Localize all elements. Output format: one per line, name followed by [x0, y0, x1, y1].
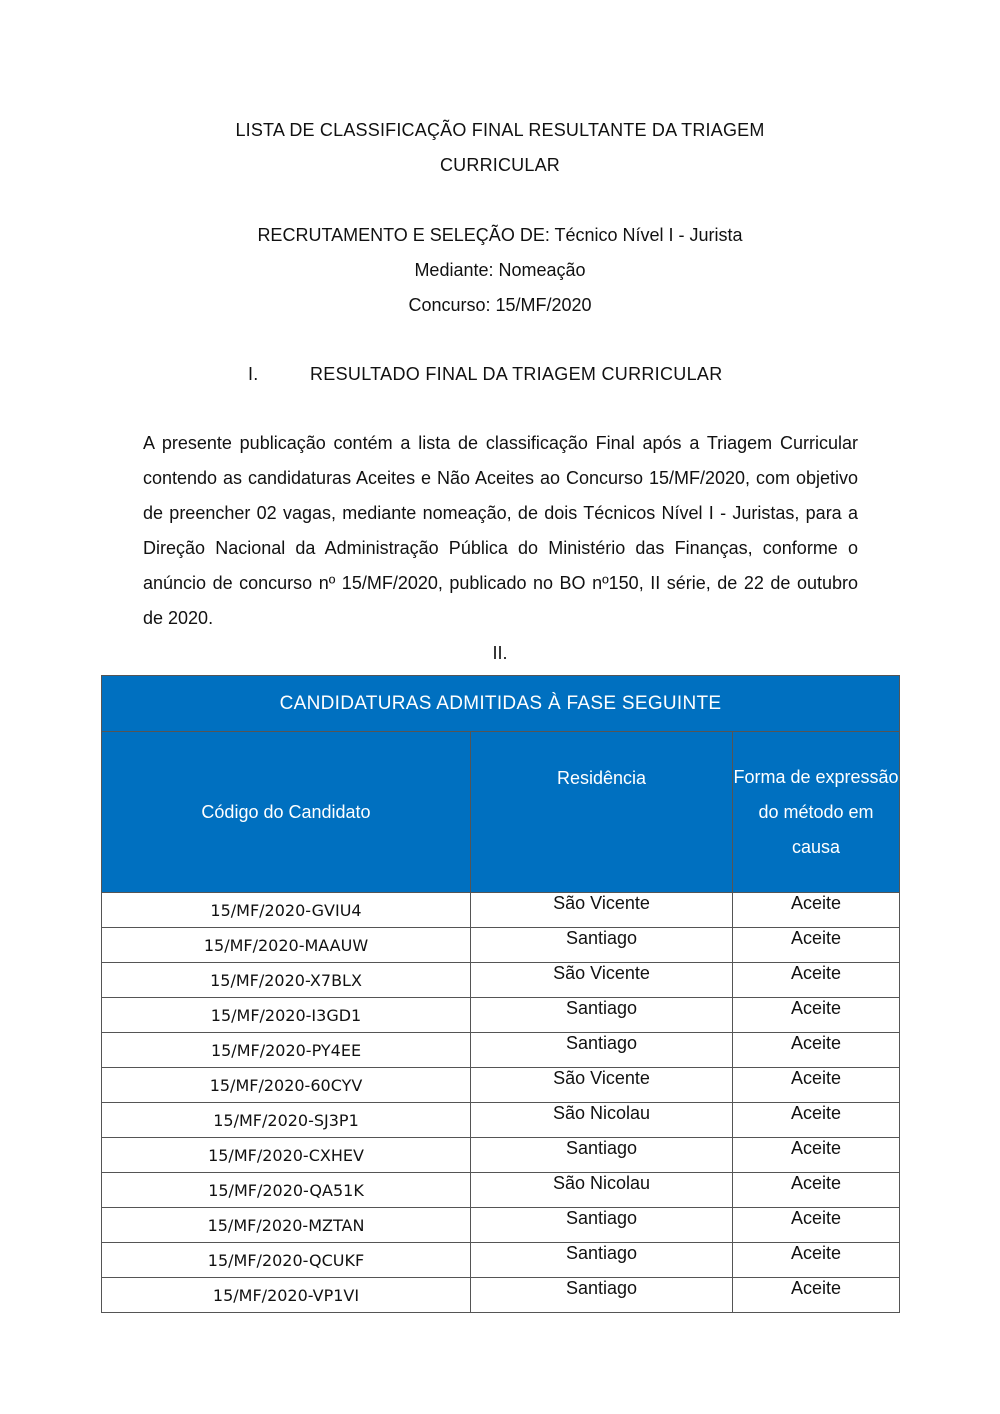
header-method: Forma de expressão do método em causa: [733, 732, 900, 893]
table-row: [102, 928, 900, 963]
table-row: [102, 963, 900, 998]
status: Aceite: [733, 1208, 900, 1243]
status: Aceite: [733, 1068, 900, 1103]
candidate-code: 15/MF/2020-CXHEV: [102, 1138, 471, 1173]
residence: São Vicente: [471, 1068, 733, 1103]
header-residence: Residência: [471, 732, 733, 893]
table-banner: CANDIDATURAS ADMITIDAS À FASE SEGUINTE: [102, 676, 900, 732]
status: Aceite: [733, 998, 900, 1033]
status: Aceite: [733, 1103, 900, 1138]
candidate-code: 15/MF/2020-PY4EE: [102, 1033, 471, 1068]
candidate-code: 15/MF/2020-60CYV: [102, 1068, 471, 1103]
section-number: I.: [248, 364, 259, 384]
section-number-2: II.: [492, 643, 508, 663]
residence: São Vicente: [471, 963, 733, 998]
candidate-code: 15/MF/2020-X7BLX: [102, 963, 471, 998]
results-table: [101, 675, 900, 1313]
section-heading-1: [248, 364, 723, 385]
document-title-line-2: CURRICULAR: [439, 155, 560, 175]
candidate-code: 15/MF/2020-MZTAN: [102, 1208, 471, 1243]
table-row: [102, 1243, 900, 1278]
table-row: [102, 1208, 900, 1243]
residence: Santiago: [471, 998, 733, 1033]
document-title-line-1: LISTA DE CLASSIFICAÇÃO FINAL RESULTANTE DA TRIAGEM: [235, 120, 765, 140]
candidate-code: 15/MF/2020-I3GD1: [102, 998, 471, 1033]
status: Aceite: [733, 1278, 900, 1313]
section-title: RESULTADO FINAL DA TRIAGEM CURRICULAR: [310, 364, 723, 384]
status: Aceite: [733, 1138, 900, 1173]
residence: Santiago: [471, 1278, 733, 1313]
status: Aceite: [733, 928, 900, 963]
residence: Santiago: [471, 1138, 733, 1173]
candidate-code: 15/MF/2020-SJ3P1: [102, 1103, 471, 1138]
table-row: [102, 893, 900, 928]
candidate-code: 15/MF/2020-MAAUW: [102, 928, 471, 963]
residence: São Vicente: [471, 893, 733, 928]
recruitment-line: RECRUTAMENTO E SELEÇÃO DE: Técnico Nível I - Jurista: [257, 225, 743, 245]
table-row: [102, 998, 900, 1033]
header-candidate-code: Código do Candidato: [102, 732, 471, 893]
method-line: Mediante: Nomeação: [414, 260, 586, 280]
intro-paragraph: A presente publicação contém a lista de classificação Final após a Triagem Curricular contendo as candidaturas Aceites e Não Aceites ao Concurso 15/MF/2020, com objetivo de preencher 02 vagas, mediante nomeação, de dois Técnicos Nível I - Juristas, para a Direção Nacional da Administração Pública do Ministério das Finanças, conforme o anúncio de concurso nº 15/MF/2020, publicado no BO nº150, II série, de 22 de outubro de 2020.: [143, 433, 858, 628]
table-row: [102, 1068, 900, 1103]
candidate-code: 15/MF/2020-GVIU4: [102, 893, 471, 928]
residence: São Nicolau: [471, 1103, 733, 1138]
residence: Santiago: [471, 1208, 733, 1243]
candidate-code: 15/MF/2020-VP1VI: [102, 1278, 471, 1313]
candidate-code: 15/MF/2020-QA51K: [102, 1173, 471, 1208]
candidate-code: 15/MF/2020-QCUKF: [102, 1243, 471, 1278]
table-row: [102, 1033, 900, 1068]
status: Aceite: [733, 1033, 900, 1068]
table-row: [102, 1138, 900, 1173]
residence: Santiago: [471, 928, 733, 963]
status: Aceite: [733, 893, 900, 928]
status: Aceite: [733, 1243, 900, 1278]
table-row: [102, 1173, 900, 1208]
status: Aceite: [733, 963, 900, 998]
residence: Santiago: [471, 1033, 733, 1068]
status: Aceite: [733, 1173, 900, 1208]
residence: São Nicolau: [471, 1173, 733, 1208]
table-row: [102, 1278, 900, 1313]
contest-line: Concurso: 15/MF/2020: [408, 295, 592, 315]
table-row: [102, 1103, 900, 1138]
residence: Santiago: [471, 1243, 733, 1278]
